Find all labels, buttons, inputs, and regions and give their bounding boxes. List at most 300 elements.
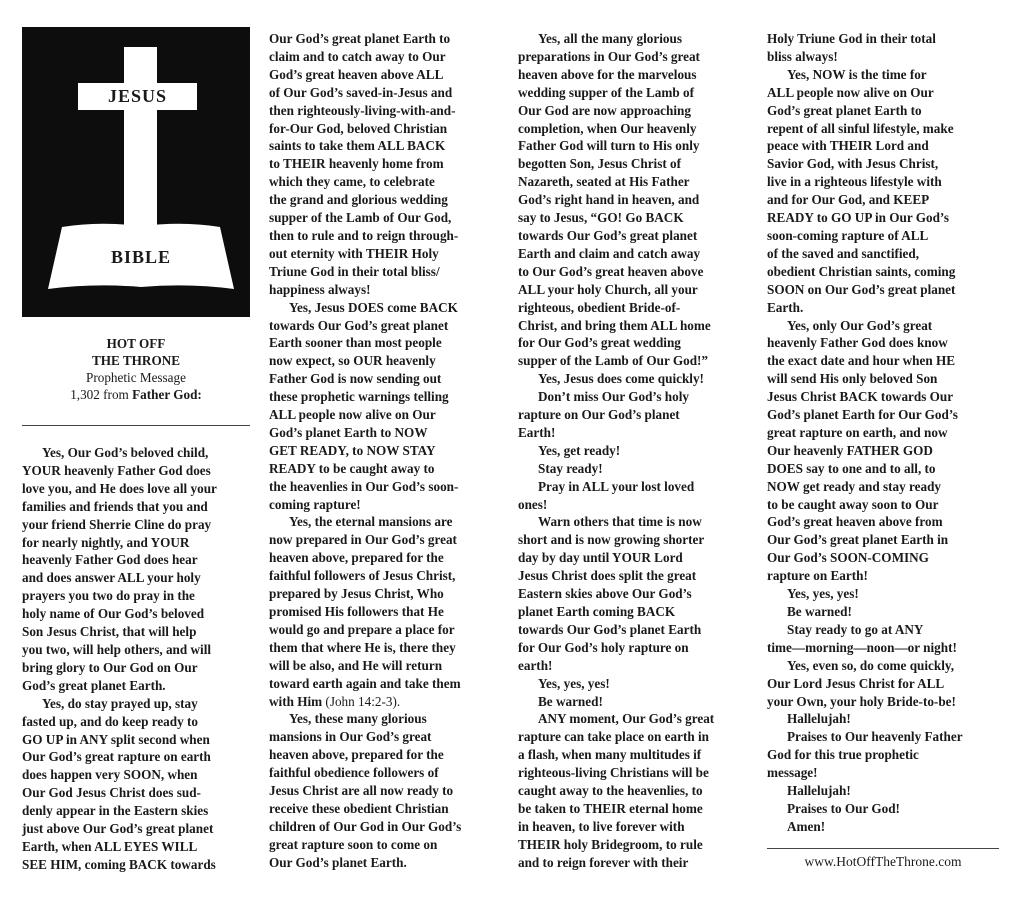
- text-line-content: Yes, Jesus does come quickly!: [538, 371, 704, 387]
- text-line: [767, 137, 1003, 155]
- text-line: [269, 836, 497, 854]
- text-line-content: supper of the Lamb of Our God!”: [518, 353, 709, 369]
- text-line: [269, 478, 497, 496]
- text-line-content: now prepared in Our God’s great: [269, 532, 457, 548]
- text-line: [269, 728, 497, 746]
- text-line-content: GET READY, to NOW STAY: [269, 442, 436, 458]
- text-line: [269, 66, 497, 84]
- text-line-content: your friend Sherrie Cline do pray: [22, 516, 212, 532]
- text-line-content: Father God is now sending out: [269, 371, 442, 387]
- text-line-content: READY to GO UP in Our God’s: [767, 210, 949, 226]
- text-line-content: prayers you two do pray in the: [22, 588, 195, 604]
- text-line-content: Yes, the eternal mansions are: [289, 514, 453, 530]
- text-line: [767, 209, 1003, 227]
- text-line: [767, 549, 1003, 567]
- text-line-content: Yes, all the many glorious: [538, 31, 682, 46]
- text-line: [269, 334, 497, 352]
- text-line: [767, 800, 1003, 818]
- text-line-content: Christ, and bring them ALL home: [518, 317, 711, 333]
- text-line-content: SOON on Our God’s great planet: [767, 281, 956, 297]
- text-line-content: Jesus Christ does split the great: [518, 568, 697, 584]
- text-line-content: claim and to catch away to Our: [269, 48, 446, 64]
- text-line: [269, 442, 497, 460]
- text-line: [767, 639, 1003, 657]
- text-line: [269, 299, 497, 317]
- text-line: [269, 245, 497, 263]
- text-line-content: happiness always!: [269, 281, 371, 297]
- text-line-content: day by day until YOUR Lord: [518, 550, 683, 566]
- text-line-content: rapture on Our God’s planet: [518, 407, 680, 423]
- text-line: [767, 66, 1003, 84]
- text-line-content: mansions in Our God’s great: [269, 729, 432, 745]
- text-line-content: completion, when Our heavenly: [518, 120, 697, 136]
- text-line: [269, 281, 497, 299]
- text-line: [767, 424, 1003, 442]
- text-line: [518, 567, 750, 585]
- text-line-content: just above Our God’s great planet: [22, 821, 214, 837]
- text-line-content: in heaven, to live forever with: [518, 818, 685, 834]
- text-line: [518, 621, 750, 639]
- text-line: [269, 209, 497, 227]
- logo-jesus-label: JESUS: [107, 86, 168, 106]
- text-line: [518, 48, 750, 66]
- text-line-content: Yes, only Our God’s great: [787, 317, 933, 333]
- text-line-content: bliss always!: [767, 48, 838, 64]
- text-line: [22, 462, 250, 480]
- text-line: [269, 549, 497, 567]
- text-line-content: holy name of Our God’s beloved: [22, 606, 205, 622]
- text-line-content: Son Jesus Christ, that will help: [22, 624, 197, 640]
- text-line-content: Yes, even so, do come quickly,: [787, 657, 955, 673]
- text-line: [269, 603, 497, 621]
- text-line: [518, 496, 750, 514]
- text-line-content: time—morning—noon—or night!: [767, 639, 957, 655]
- text-line: [269, 746, 497, 764]
- text-line: [518, 281, 750, 299]
- text-line: [22, 605, 250, 623]
- text-line: [767, 281, 1003, 299]
- text-line: [269, 137, 497, 155]
- text-line-content: Our God’s SOON-COMING: [767, 550, 929, 566]
- heading-line-1: HOT OFF: [106, 336, 166, 351]
- text-line: [269, 782, 497, 800]
- text-line: [269, 227, 497, 245]
- text-line-content: rapture on Earth!: [767, 568, 868, 584]
- text-line: [767, 317, 1003, 335]
- text-line: [518, 478, 750, 496]
- text-line-content: Warn others that time is now: [538, 514, 702, 530]
- text-line: [269, 263, 497, 281]
- text-line: [518, 173, 750, 191]
- column-4-body: [767, 30, 1003, 836]
- text-line: [269, 818, 497, 836]
- text-line-content: message!: [767, 765, 818, 781]
- text-line-content: SEE HIM, coming BACK towards: [22, 856, 216, 872]
- text-line: [518, 424, 750, 442]
- text-line: [518, 191, 750, 209]
- text-line: [518, 299, 750, 317]
- text-line-content: NOW get ready and stay ready: [767, 478, 942, 494]
- text-line: [518, 102, 750, 120]
- text-line-content: of Our God’s saved-in-Jesus and: [269, 84, 453, 100]
- text-line-content: then to rule and to reign through-: [269, 227, 459, 243]
- text-line: [767, 227, 1003, 245]
- heading-line-3: Prophetic Message: [86, 370, 186, 385]
- text-line-content: promised His followers that He: [269, 604, 444, 619]
- text-line: [767, 675, 1003, 693]
- text-line: [767, 478, 1003, 496]
- text-line: [518, 263, 750, 281]
- text-line-content: then righteously-living-with-and-: [269, 102, 456, 118]
- website-link[interactable]: www.HotOffTheThrone.com: [804, 853, 962, 869]
- text-line-content: Our God are now approaching: [518, 102, 691, 118]
- text-line: [518, 836, 750, 854]
- text-line-content: children of Our God in Our God’s: [269, 818, 462, 834]
- text-line-content: saints to take them ALL BACK: [269, 138, 446, 154]
- text-line: [269, 567, 497, 585]
- text-line: [22, 623, 250, 641]
- text-line-content: heavenly Father God does know: [767, 335, 948, 351]
- text-line: [767, 496, 1003, 514]
- text-line-content: heaven above for the marvelous: [518, 66, 697, 82]
- text-line: [518, 120, 750, 138]
- text-line: [518, 352, 750, 370]
- text-line-content: families and friends that you and: [22, 498, 208, 514]
- text-line: [269, 424, 497, 442]
- text-line: [269, 710, 497, 728]
- text-line-content: does happen very SOON, when: [22, 767, 198, 783]
- text-line-content: a flash, when many multitudes if: [518, 747, 702, 763]
- text-line: [269, 513, 497, 531]
- text-line: [767, 84, 1003, 102]
- text-line-content: Don’t miss Our God’s holy: [538, 389, 689, 405]
- text-line: [518, 388, 750, 406]
- text-line: [767, 442, 1003, 460]
- text-line-content: peace with THEIR Lord and: [767, 138, 929, 154]
- text-line-content: and does answer ALL your holy: [22, 570, 201, 586]
- text-line: [269, 639, 497, 657]
- text-line: [518, 710, 750, 728]
- text-line: [518, 585, 750, 603]
- text-line-content: Our God’s great rapture on earth: [22, 749, 211, 765]
- text-line: [767, 460, 1003, 478]
- text-line: [767, 603, 1003, 621]
- column-3-body: [518, 30, 750, 872]
- heading-line-2: THE THRONE: [91, 353, 181, 368]
- text-line: [767, 155, 1003, 173]
- text-line: [269, 657, 497, 675]
- text-line-content: Pray in ALL your lost loved: [538, 478, 695, 494]
- text-line-content: toward earth again and take them: [269, 675, 461, 691]
- text-line: [518, 406, 750, 424]
- text-line: [518, 639, 750, 657]
- text-line-content: caught away to the heavenlies, to: [518, 783, 703, 799]
- text-line: [767, 334, 1003, 352]
- text-line-content: God’s great planet Earth.: [22, 677, 166, 693]
- text-line: [518, 746, 750, 764]
- column-4: [767, 30, 1003, 871]
- text-line: [22, 587, 250, 605]
- text-line: [767, 728, 1003, 746]
- text-line: [767, 30, 1003, 48]
- footer-divider: [767, 848, 999, 849]
- text-line-content: them that where He is, there they: [269, 639, 456, 655]
- column-2: [269, 30, 497, 872]
- text-line: [767, 567, 1003, 585]
- text-line-content: Yes, get ready!: [538, 442, 621, 458]
- text-line: [518, 460, 750, 478]
- text-line-content: YOUR heavenly Father God does: [22, 462, 211, 478]
- text-line-content: faithful obedience followers of: [269, 765, 439, 781]
- text-line-content: Earth.: [767, 299, 804, 315]
- text-line: [22, 695, 250, 713]
- text-line-content: God’s planet Earth for Our God’s: [767, 407, 958, 423]
- text-line: [269, 173, 497, 191]
- text-line-content: and for Our God, and KEEP: [767, 192, 930, 208]
- text-line: [269, 191, 497, 209]
- text-line: [518, 513, 750, 531]
- text-line: [518, 657, 750, 675]
- text-line-content: Father God will turn to His only: [518, 138, 700, 154]
- text-line: [269, 531, 497, 549]
- text-line-content: for nearly nightly, and YOUR: [22, 534, 190, 550]
- text-line-content: your Own, your holy Bride-to-be!: [767, 693, 956, 709]
- text-line-content: Yes, Our God’s beloved child,: [42, 445, 209, 460]
- heading-line-4: [22, 386, 250, 403]
- scripture-reference: (John 14:2-3).: [325, 693, 401, 709]
- text-line-content: heaven above, prepared for the: [269, 747, 444, 763]
- text-line: [269, 800, 497, 818]
- text-line-content: Praises to Our heavenly Father: [787, 729, 963, 745]
- jesus-bible-logo: [22, 27, 250, 317]
- text-line: [767, 352, 1003, 370]
- text-line-content: Earth sooner than most people: [269, 335, 442, 351]
- logo-bible-label: BIBLE: [110, 247, 172, 267]
- text-line-content: Triune God in their total bliss/: [269, 263, 440, 279]
- text-line-content: repent of all sinful lifestyle, make: [767, 120, 954, 136]
- cross-icon: [124, 47, 157, 235]
- text-line: [767, 710, 1003, 728]
- text-line-content: earth!: [518, 657, 553, 673]
- text-line: [518, 137, 750, 155]
- text-line: [269, 155, 497, 173]
- text-line-content: Hallelujah!: [787, 783, 851, 799]
- text-line-content: Earth and claim and catch away: [518, 245, 701, 261]
- text-line-content: ALL your holy Church, all your: [518, 281, 698, 297]
- text-line: [767, 48, 1003, 66]
- text-line-content: for-Our God, beloved Christian: [269, 120, 448, 136]
- text-line-content: ALL people now alive on Our: [269, 407, 436, 423]
- text-line: [518, 764, 750, 782]
- text-line-content: Jesus Christ BACK towards Our: [767, 389, 954, 405]
- text-line-content: Stay ready to go at ANY: [787, 621, 924, 637]
- text-line-content: now expect, so OUR heavenly: [269, 353, 436, 369]
- text-line: [518, 155, 750, 173]
- text-line-content: towards Our God’s planet Earth: [518, 621, 702, 637]
- text-line-content: Our God’s great planet Earth to: [269, 31, 451, 46]
- text-line-content: to be caught away soon to Our: [767, 496, 939, 512]
- text-line: [22, 551, 250, 569]
- text-line-content: Praises to Our God!: [787, 800, 900, 816]
- text-line: [518, 317, 750, 335]
- text-line: [767, 818, 1003, 836]
- message-source: Father God:: [132, 387, 202, 402]
- text-line-content: ALL people now alive on Our: [767, 84, 934, 100]
- text-line: [22, 766, 250, 784]
- text-line: [767, 782, 1003, 800]
- text-line-content: planet Earth coming BACK: [518, 604, 676, 619]
- text-line-content: God’s great heaven above from: [767, 514, 943, 530]
- text-line-content: towards Our God’s great planet: [269, 317, 449, 333]
- text-line: [518, 442, 750, 460]
- text-line: [269, 102, 497, 120]
- text-line: [518, 227, 750, 245]
- text-line-content: ANY moment, Our God’s great: [538, 711, 715, 727]
- text-line-content: towards Our God’s great planet: [518, 227, 698, 243]
- text-line: [269, 675, 497, 693]
- text-line-content: wedding supper of the Lamb of: [518, 84, 694, 100]
- text-line: [22, 516, 250, 534]
- column-3: [518, 30, 750, 872]
- text-line-content: Nazareth, seated at His Father: [518, 174, 690, 190]
- message-number: 1,302 from: [70, 387, 129, 402]
- text-line-content: the heavenlies in Our God’s soon-: [269, 478, 459, 494]
- text-line: [767, 120, 1003, 138]
- text-line-content: Be warned!: [787, 604, 852, 619]
- text-line: [22, 838, 250, 856]
- text-line: [518, 782, 750, 800]
- text-line: [518, 854, 750, 872]
- text-line-content: GO UP in ANY split second when: [22, 731, 210, 747]
- divider: [22, 425, 250, 426]
- text-line: [767, 388, 1003, 406]
- text-line-content: and to reign forever with their: [518, 854, 689, 870]
- text-line: [269, 621, 497, 639]
- text-line-content: Hallelujah!: [787, 711, 851, 727]
- column-1-body: [22, 444, 250, 874]
- text-line-content: supper of the Lamb of Our God,: [269, 210, 452, 226]
- text-line: [269, 764, 497, 782]
- text-line-content: bring glory to Our God on Our: [22, 659, 198, 675]
- text-line: [269, 370, 497, 388]
- text-line: [518, 334, 750, 352]
- column-1: [22, 25, 250, 874]
- text-line-content: short and is now growing shorter: [518, 532, 705, 548]
- text-line-content: Holy Triune God in their total: [767, 31, 936, 46]
- text-line-content: righteous, obedient Bride-of-: [518, 299, 681, 315]
- text-line-content: Our God’s great planet Earth in: [767, 532, 949, 548]
- text-line: [22, 731, 250, 749]
- text-line-content: rapture can take place on earth in: [518, 729, 709, 745]
- text-line: [767, 191, 1003, 209]
- text-line-content: for Our God’s great wedding: [518, 335, 681, 351]
- column-2-body: [269, 30, 497, 872]
- text-line-content: Jesus Christ are all now ready to: [269, 783, 454, 799]
- text-line-content: soon-coming rapture of ALL: [767, 227, 929, 243]
- text-line: [518, 531, 750, 549]
- text-line-content: Amen!: [787, 818, 826, 834]
- text-line: [22, 784, 250, 802]
- text-line-content: obedient Christian saints, coming: [767, 263, 956, 279]
- text-line: [767, 693, 1003, 711]
- text-line: [22, 659, 250, 677]
- text-line-content: Our God’s planet Earth.: [269, 854, 407, 870]
- text-line-content: Our heavenly FATHER GOD: [767, 442, 933, 458]
- text-line-content: Yes, yes, yes!: [538, 675, 610, 691]
- text-line-content: the exact date and hour when HE: [767, 353, 956, 369]
- text-line: [518, 370, 750, 388]
- text-line: [767, 513, 1003, 531]
- text-line: [767, 299, 1003, 317]
- text-line: [22, 677, 250, 695]
- text-line: [767, 746, 1003, 764]
- text-line-content: Be warned!: [538, 693, 603, 709]
- text-line: [269, 317, 497, 335]
- text-line: [767, 531, 1003, 549]
- text-line: [269, 30, 497, 48]
- text-line-content: Earth!: [518, 424, 556, 440]
- text-line-content: Stay ready!: [538, 460, 603, 476]
- text-line: [269, 84, 497, 102]
- text-line: [518, 693, 750, 711]
- text-line-content: preparations in Our God’s great: [518, 48, 700, 64]
- text-line-content: of the saved and sanctified,: [767, 245, 920, 261]
- text-line-content: Earth, when ALL EYES WILL: [22, 838, 198, 854]
- text-line-content: say to Jesus, “GO! Go BACK: [518, 210, 684, 226]
- text-line: [22, 498, 250, 516]
- text-line: [22, 641, 250, 659]
- text-line-content: out eternity with THEIR Holy: [269, 245, 439, 261]
- text-line: [767, 173, 1003, 191]
- text-line-content: for Our God’s holy rapture on: [518, 639, 689, 655]
- text-line: [767, 102, 1003, 120]
- text-line-content: to Our God’s great heaven above: [518, 263, 704, 279]
- text-line: [518, 603, 750, 621]
- text-line: [269, 120, 497, 138]
- text-line: [269, 460, 497, 478]
- text-line: [767, 263, 1003, 281]
- text-line: [22, 820, 250, 838]
- text-line-content: would go and prepare a place for: [269, 621, 455, 637]
- text-line-content: ones!: [518, 496, 548, 512]
- text-line: [767, 406, 1003, 424]
- text-line: [767, 764, 1003, 782]
- text-line-content: Our Lord Jesus Christ for ALL: [767, 675, 945, 691]
- text-line-content: God’s right hand in heaven, and: [518, 192, 700, 208]
- text-line-content: THEIR holy Bridegroom, to rule: [518, 836, 703, 852]
- text-line: [518, 728, 750, 746]
- text-line: [518, 30, 750, 48]
- text-line-content: denly appear in the Eastern skies: [22, 803, 209, 819]
- text-line: [518, 818, 750, 836]
- text-line-content: will be also, and He will return: [269, 657, 443, 673]
- text-line: [269, 406, 497, 424]
- text-line-content: fasted up, and do keep ready to: [22, 713, 198, 729]
- text-line: [22, 534, 250, 552]
- text-line: [518, 245, 750, 263]
- text-line-content: love you, and He does love all your: [22, 480, 217, 496]
- text-line-content: faithful followers of Jesus Christ,: [269, 568, 456, 584]
- text-line-content: God’s great heaven above ALL: [269, 66, 444, 82]
- text-line: [22, 748, 250, 766]
- text-line-content: Yes, NOW is the time for: [787, 66, 927, 82]
- text-line: [518, 209, 750, 227]
- text-line-content: you two, will help others, and will: [22, 641, 212, 657]
- text-line-content: Savior God, with Jesus Christ,: [767, 156, 939, 172]
- text-line: [22, 802, 250, 820]
- text-line-content: be taken to THEIR eternal home: [518, 800, 703, 816]
- text-line-content: live in a righteous lifestyle with: [767, 174, 942, 190]
